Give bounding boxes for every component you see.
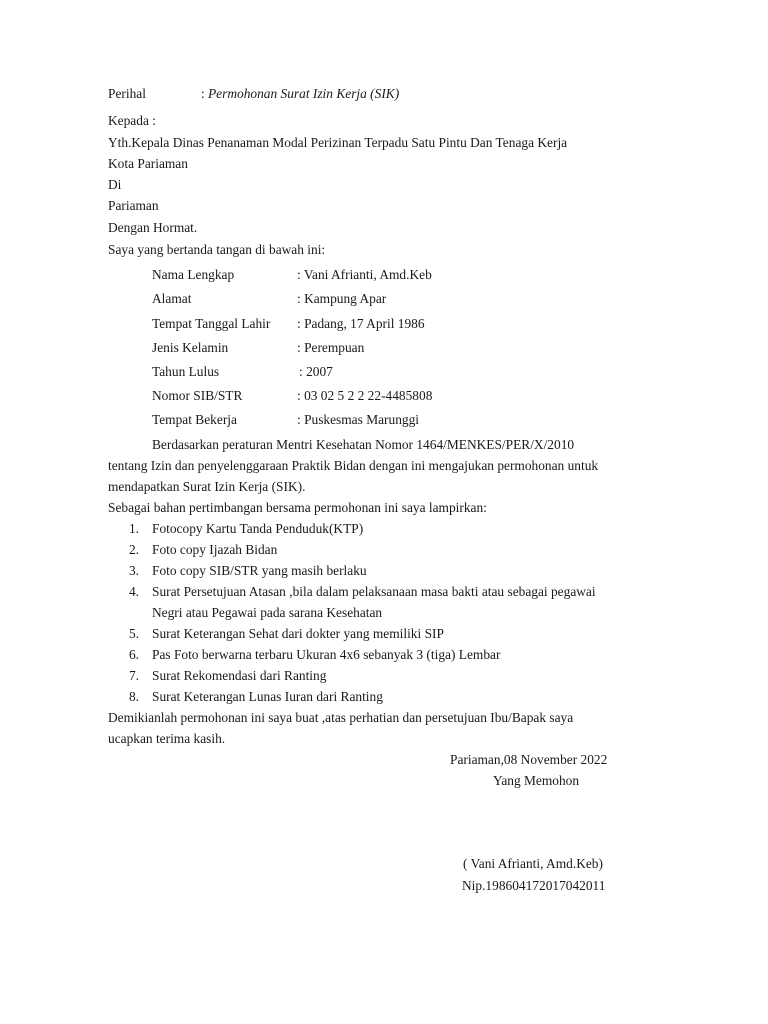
- list-number: 3.: [128, 563, 139, 578]
- list-number: 8.: [128, 689, 139, 704]
- body-line-2: tentang Izin dan penyelenggaraan Praktik Bidan dengan ini mengajukan permohonan untuk: [108, 458, 599, 473]
- recipient-di: Di: [108, 177, 122, 192]
- list-number: 7.: [128, 668, 139, 683]
- signer-name: ( Vani Afrianti, Amd.Keb): [463, 856, 603, 871]
- list-number: 6.: [128, 647, 139, 662]
- recipient-title: Yth.Kepala Dinas Penanaman Modal Perizinan Terpadu Satu Pintu Dan Tenaga Kerja: [108, 135, 568, 150]
- list-number: 4.: [128, 584, 139, 599]
- list-number: 5.: [128, 626, 139, 641]
- closing-line-1: Demikianlah permohonan ini saya buat ,atas perhatian dan persetujuan Ibu/Bapak saya: [108, 710, 574, 725]
- list-item: Surat Rekomendasi dari Ranting: [152, 668, 327, 683]
- list-item: Surat Keterangan Sehat dari dokter yang memiliki SIP: [152, 626, 444, 641]
- list-item: Foto copy SIB/STR yang masih berlaku: [152, 563, 367, 578]
- recipient-place: Pariaman: [108, 198, 159, 213]
- closing-line-2: ucapkan terima kasih.: [108, 731, 226, 746]
- body-line-3: mendapatkan Surat Izin Kerja (SIK).: [108, 479, 306, 494]
- perihal-colon: :: [201, 86, 205, 101]
- identity-label: Tahun Lulus: [152, 364, 220, 379]
- body-line-1: Berdasarkan peraturan Mentri Kesehatan Nomor 1464/MENKES/PER/X/2010: [152, 437, 575, 452]
- identity-label: Nama Lengkap: [152, 267, 235, 282]
- list-number: 1.: [128, 521, 139, 536]
- identity-value: : Kampung Apar: [297, 291, 387, 306]
- list-item: Surat Persetujuan Atasan ,bila dalam pelaksanaan masa bakti atau sebagai pegawai: [152, 584, 596, 599]
- yang-memohon: Yang Memohon: [493, 773, 580, 788]
- list-item: Foto copy Ijazah Bidan: [152, 542, 278, 557]
- perihal-value: Permohonan Surat Izin Kerja (SIK): [208, 86, 400, 101]
- identity-value: : 03 02 5 2 2 22-4485808: [297, 388, 433, 403]
- signer-nip: Nip.198604172017042011: [462, 878, 606, 893]
- list-item: Surat Keterangan Lunas Iuran dari Ranting: [152, 689, 383, 704]
- list-item-continuation: Negri atau Pegawai pada sarana Kesehatan: [152, 605, 383, 620]
- identity-value: : Vani Afrianti, Amd.Keb: [297, 267, 432, 282]
- perihal-label: Perihal: [108, 86, 146, 101]
- identity-label: Jenis Kelamin: [152, 340, 229, 355]
- intro-text: Saya yang bertanda tangan di bawah ini:: [108, 242, 326, 257]
- place-date: Pariaman,08 November 2022: [450, 752, 608, 767]
- kepada-label: Kepada :: [108, 113, 156, 128]
- list-number: 2.: [128, 542, 139, 557]
- identity-value: : Perempuan: [297, 340, 365, 355]
- list-item: Pas Foto berwarna terbaru Ukuran 4x6 sebanyak 3 (tiga) Lembar: [152, 647, 501, 662]
- identity-label: Tempat Tanggal Lahir: [152, 316, 271, 331]
- recipient-city: Kota Pariaman: [108, 156, 188, 171]
- identity-value: : Puskesmas Marunggi: [297, 412, 419, 427]
- identity-label: Tempat Bekerja: [152, 412, 237, 427]
- identity-value: : 2007: [299, 364, 333, 379]
- identity-value: : Padang, 17 April 1986: [297, 316, 425, 331]
- attachments-intro: Sebagai bahan pertimbangan bersama permohonan ini saya lampirkan:: [108, 500, 487, 515]
- identity-label: Alamat: [152, 291, 192, 306]
- identity-label: Nomor SIB/STR: [152, 388, 243, 403]
- greeting: Dengan Hormat.: [108, 220, 198, 235]
- list-item: Fotocopy Kartu Tanda Penduduk(KTP): [152, 521, 364, 536]
